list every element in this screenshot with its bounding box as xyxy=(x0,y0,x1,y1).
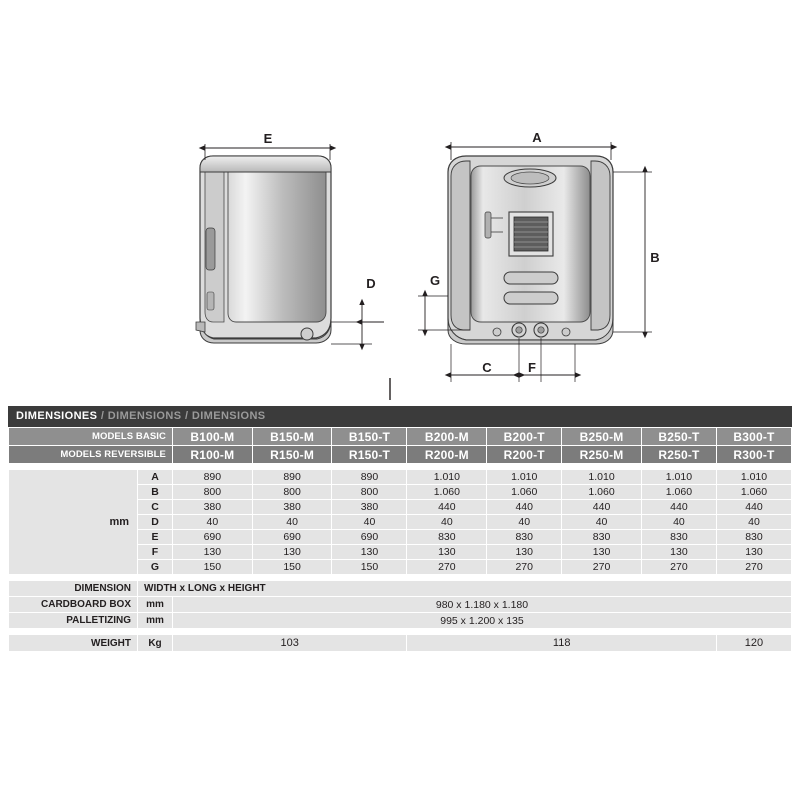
dim-E-0: 690 xyxy=(173,530,253,545)
dim-F-0: 130 xyxy=(173,545,253,560)
dim-G-1: 150 xyxy=(252,560,332,575)
header-models-basic-label: MODELS BASIC xyxy=(9,428,173,446)
dim-F-2: 130 xyxy=(332,545,407,560)
dim-F-3: 130 xyxy=(407,545,487,560)
table-row-palletizing xyxy=(9,613,792,629)
dim-C-1: 380 xyxy=(252,500,332,515)
table-row-models-reversible xyxy=(9,446,792,464)
dim-C-2: 380 xyxy=(332,500,407,515)
unit-mm-label: mm xyxy=(9,470,138,575)
weight-value-0: 103 xyxy=(173,635,407,652)
dim-B-7: 1.060 xyxy=(716,485,791,500)
dim-letter-C: C xyxy=(138,500,173,515)
model-basic-3: B200-M xyxy=(407,428,487,446)
dim-D-2: 40 xyxy=(332,515,407,530)
dim-letter-F: F xyxy=(138,545,173,560)
model-basic-4: B200-T xyxy=(487,428,562,446)
cardboard-box-label: CARDBOARD BOX xyxy=(9,597,138,613)
dim-letter-A: A xyxy=(138,470,173,485)
palletizing-value: 995 x 1.200 x 135 xyxy=(173,613,792,629)
model-reversible-5: R250-M xyxy=(562,446,642,464)
dim-G-3: 270 xyxy=(407,560,487,575)
dim-F-1: 130 xyxy=(252,545,332,560)
model-basic-7: B300-T xyxy=(716,428,791,446)
dim-C-3: 440 xyxy=(407,500,487,515)
dim-E-2: 690 xyxy=(332,530,407,545)
dim-label-F: F xyxy=(528,360,536,375)
dim-A-7: 1.010 xyxy=(716,470,791,485)
dim-F-6: 130 xyxy=(641,545,716,560)
dim-E-1: 690 xyxy=(252,530,332,545)
dim-label-E-side: E xyxy=(263,131,273,146)
dim-B-4: 1.060 xyxy=(487,485,562,500)
dim-A-4: 1.010 xyxy=(487,470,562,485)
dim-letter-E: E xyxy=(138,530,173,545)
dim-A-1: 890 xyxy=(252,470,332,485)
dimensions-title xyxy=(8,406,792,427)
model-reversible-0: R100-M xyxy=(173,446,253,464)
dim-E-5: 830 xyxy=(562,530,642,545)
dim-D-5: 40 xyxy=(562,515,642,530)
dim-D-7: 40 xyxy=(716,515,791,530)
dimension-header-label: DIMENSION xyxy=(9,581,138,597)
model-basic-2: B150-T xyxy=(332,428,407,446)
model-basic-1: B150-M xyxy=(252,428,332,446)
dim-E-6: 830 xyxy=(641,530,716,545)
dim-label-B: B xyxy=(650,250,660,265)
header-models-reversible-label: MODELS REVERSIBLE xyxy=(9,446,173,464)
dim-G-4: 270 xyxy=(487,560,562,575)
dim-A-2: 890 xyxy=(332,470,407,485)
weight-value-1: 118 xyxy=(407,635,716,652)
model-reversible-7: R300-T xyxy=(716,446,791,464)
dim-G-2: 150 xyxy=(332,560,407,575)
model-reversible-4: R200-T xyxy=(487,446,562,464)
model-basic-0: B100-M xyxy=(173,428,253,446)
weight-value-2: 120 xyxy=(716,635,791,652)
dim-B-2: 800 xyxy=(332,485,407,500)
model-reversible-1: R150-M xyxy=(252,446,332,464)
dimensions-title-main: DIMENSIONES xyxy=(16,410,98,422)
dim-A-0: 890 xyxy=(173,470,253,485)
dim-D-1: 40 xyxy=(252,515,332,530)
dim-letter-B: B xyxy=(138,485,173,500)
dim-label-D: D xyxy=(366,276,376,291)
table-row xyxy=(9,470,792,485)
dim-letter-D: D xyxy=(138,515,173,530)
table-row-dimension-header xyxy=(9,581,792,597)
side-view-drawing xyxy=(196,131,384,344)
dim-label-G: G xyxy=(429,273,441,288)
dim-F-4: 130 xyxy=(487,545,562,560)
dim-F-7: 130 xyxy=(716,545,791,560)
dim-B-3: 1.060 xyxy=(407,485,487,500)
model-basic-6: B250-T xyxy=(641,428,716,446)
dimensions-title-sub2: DIMENSIONS xyxy=(191,410,266,422)
dim-D-6: 40 xyxy=(641,515,716,530)
model-reversible-6: R250-T xyxy=(641,446,716,464)
dim-G-0: 150 xyxy=(173,560,253,575)
model-reversible-2: R150-T xyxy=(332,446,407,464)
dim-D-3: 40 xyxy=(407,515,487,530)
dim-A-5: 1.010 xyxy=(562,470,642,485)
dimension-header-value: WIDTH x LONG x HEIGHT xyxy=(138,581,792,597)
front-view-drawing xyxy=(418,130,660,382)
dim-B-0: 800 xyxy=(173,485,253,500)
table-row-weight xyxy=(9,635,792,652)
models-dimensions-table xyxy=(8,427,792,652)
dim-B-6: 1.060 xyxy=(641,485,716,500)
weight-label: WEIGHT xyxy=(9,635,138,652)
cardboard-box-value: 980 x 1.180 x 1.180 xyxy=(173,597,792,613)
dim-G-5: 270 xyxy=(562,560,642,575)
dim-D-0: 40 xyxy=(173,515,253,530)
dim-G-6: 270 xyxy=(641,560,716,575)
dim-C-4: 440 xyxy=(487,500,562,515)
model-basic-5: B250-M xyxy=(562,428,642,446)
dim-A-3: 1.010 xyxy=(407,470,487,485)
cardboard-box-unit: mm xyxy=(138,597,173,613)
dim-C-7: 440 xyxy=(716,500,791,515)
weight-unit: Kg xyxy=(138,635,173,652)
dim-E-7: 830 xyxy=(716,530,791,545)
dim-C-0: 380 xyxy=(173,500,253,515)
dim-C-5: 440 xyxy=(562,500,642,515)
dim-B-5: 1.060 xyxy=(562,485,642,500)
palletizing-label: PALLETIZING xyxy=(9,613,138,629)
dim-F-5: 130 xyxy=(562,545,642,560)
dim-letter-G: G xyxy=(138,560,173,575)
dim-E-3: 830 xyxy=(407,530,487,545)
dim-label-A: A xyxy=(532,130,542,145)
dimensions-title-sep1: / xyxy=(97,410,108,422)
model-reversible-3: R200-M xyxy=(407,446,487,464)
dim-E-4: 830 xyxy=(487,530,562,545)
table-row-models-basic xyxy=(9,428,792,446)
table-row-cardboard-box xyxy=(9,597,792,613)
palletizing-unit: mm xyxy=(138,613,173,629)
dim-B-1: 800 xyxy=(252,485,332,500)
dimensions-title-sub1: DIMENSIONS xyxy=(107,410,182,422)
dim-label-C: C xyxy=(482,360,492,375)
dim-D-4: 40 xyxy=(487,515,562,530)
dim-G-7: 270 xyxy=(716,560,791,575)
dim-C-6: 440 xyxy=(641,500,716,515)
dim-A-6: 1.010 xyxy=(641,470,716,485)
dimensions-table-block xyxy=(8,406,792,652)
dimensions-title-sep2: / xyxy=(181,410,192,422)
